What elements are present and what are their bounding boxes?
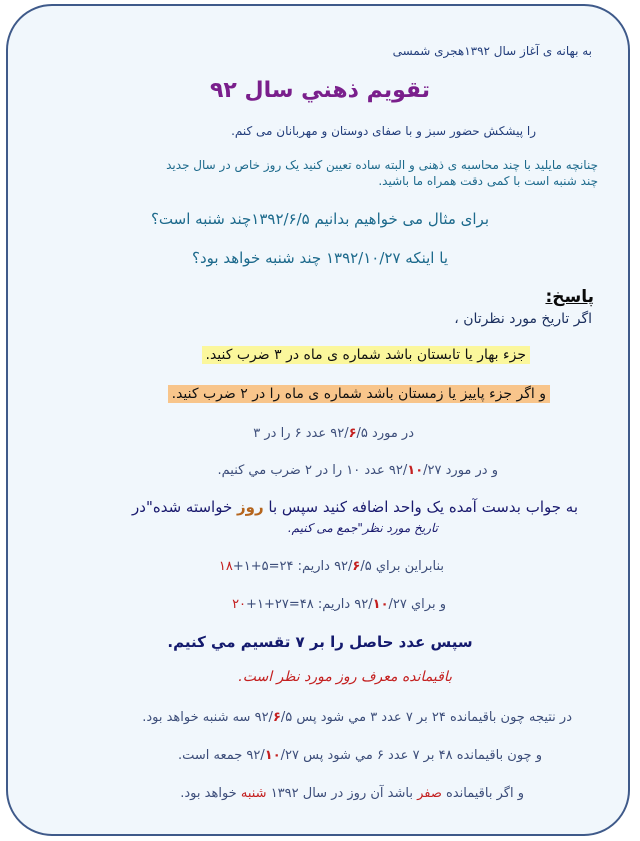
result-2-month: ۱۰ [264, 748, 281, 763]
result-2-post: /۲۷ جمعه است. [177, 748, 300, 763]
calc-1-month: ۶ [348, 426, 357, 441]
result-line-2 [178, 748, 542, 763]
content-card [6, 4, 630, 836]
result-line-3 [180, 786, 524, 801]
divide-instruction: سپس عدد حاصل را بر ۷ تقسیم مي كنيم. [167, 633, 473, 651]
example-question-1: برای مثال می خواهیم بدانیم ۱۳۹۲/۶/۵چند شنبه است؟ [150, 210, 490, 228]
calc-2-month: ۱۰ [407, 463, 424, 478]
result-3-pre: و اگر باقیمانده [441, 786, 524, 801]
remainder-note: باقیمانده معرف روز مورد نظر است. [238, 669, 452, 685]
sum-2-result: ۲۰ [232, 597, 247, 612]
calc-1-post: /۵ عدد ۶ را در ۳ [253, 426, 368, 441]
result-line-1 [142, 710, 572, 725]
rule-autumn-winter: و اگر جزء پاییز یا زمستان باشد شماره ی ماه را در ۲ ضرب کنید. [168, 385, 550, 403]
page-title: تقويم ذهني سال ۹۲ [209, 78, 430, 103]
calc-2-post: /۲۷ عدد ۱۰ را در ۲ ضرب مي كنيم. [217, 463, 442, 478]
result-1-month: ۶ [272, 710, 281, 725]
step-line-2: تاریخ مورد نظر"جمع می کنیم. [287, 521, 438, 535]
sum-line-2 [232, 597, 446, 612]
calc-1-pre: در مورد ۹۲/ [330, 426, 414, 441]
sum-2-month: ۱۰ [372, 597, 389, 612]
result-2-pre: و چون باقيمانده ۴۸ بر ۷ عدد ۶ مي شود پس ۹۲/ [246, 748, 542, 763]
sum-line-1 [219, 559, 444, 574]
answer-heading: پاسخ: [545, 287, 594, 307]
sum-2-mid: /۲۷ داريم: ۴۸=۲۷+۱+ [246, 597, 407, 612]
intro-text: به بهانه ی آغاز سال ۱۳۹۲هجری شمسی [392, 44, 592, 58]
subtitle-text: را پیشکش حضور سبز و با صفای دوستان و مهربانان می کنم. [231, 124, 536, 138]
paragraph-line-1: چنانچه مایلید با چند محاسبه ی ذهنی و البته ساده تعیین کنید یک روز خاص در سال جدید [166, 158, 598, 172]
result-1-post: /۵ سه شنبه خواهد بود. [142, 710, 293, 725]
sum-1-result: ۱۸ [218, 559, 233, 574]
result-3-post: خواهد بود. [180, 786, 241, 801]
sum-1-month: ۶ [352, 559, 361, 574]
result-3-mid: باشد آن روز در سال ۱۳۹۲ [266, 786, 418, 801]
calc-line-2 [217, 463, 498, 478]
step-line-1 [132, 498, 578, 516]
step-1-highlight: روز [237, 498, 264, 516]
result-3-zero: صفر [417, 786, 442, 801]
step-1-pre: به جواب بدست آمده یک واحد اضافه کنید سپس با [263, 498, 578, 516]
sum-1-pre: بنابراين براي ۹۲/ [334, 559, 444, 574]
rule-spring-summer: جزء بهار یا تابستان باشد شماره ی ماه در ۳ ضرب کنید. [202, 346, 531, 364]
step-1-post: خواسته شده"در [132, 498, 238, 516]
result-1-pre: در نتيجه چون باقيمانده ۲۴ بر ۷ عدد ۳ مي شود پس ۹۲/ [254, 710, 572, 725]
paragraph-line-2: چند شنبه است با کمی دقت همراه ما باشید. [378, 174, 598, 188]
result-3-day: شنبه [240, 786, 267, 801]
sum-2-pre: و براي ۹۲/ [354, 597, 446, 612]
calc-2-pre: و در مورد ۹۲/ [388, 463, 498, 478]
example-question-2: یا اینکه ۱۳۹۲/۱۰/۲۷ چند شنبه خواهد بود؟ [192, 249, 448, 267]
calc-line-1 [253, 426, 414, 441]
sum-1-mid: /۵ داريم: ۲۴=۵+۱+ [232, 559, 372, 574]
answer-intro: اگر تاریخ مورد نظرتان ، [454, 311, 592, 327]
